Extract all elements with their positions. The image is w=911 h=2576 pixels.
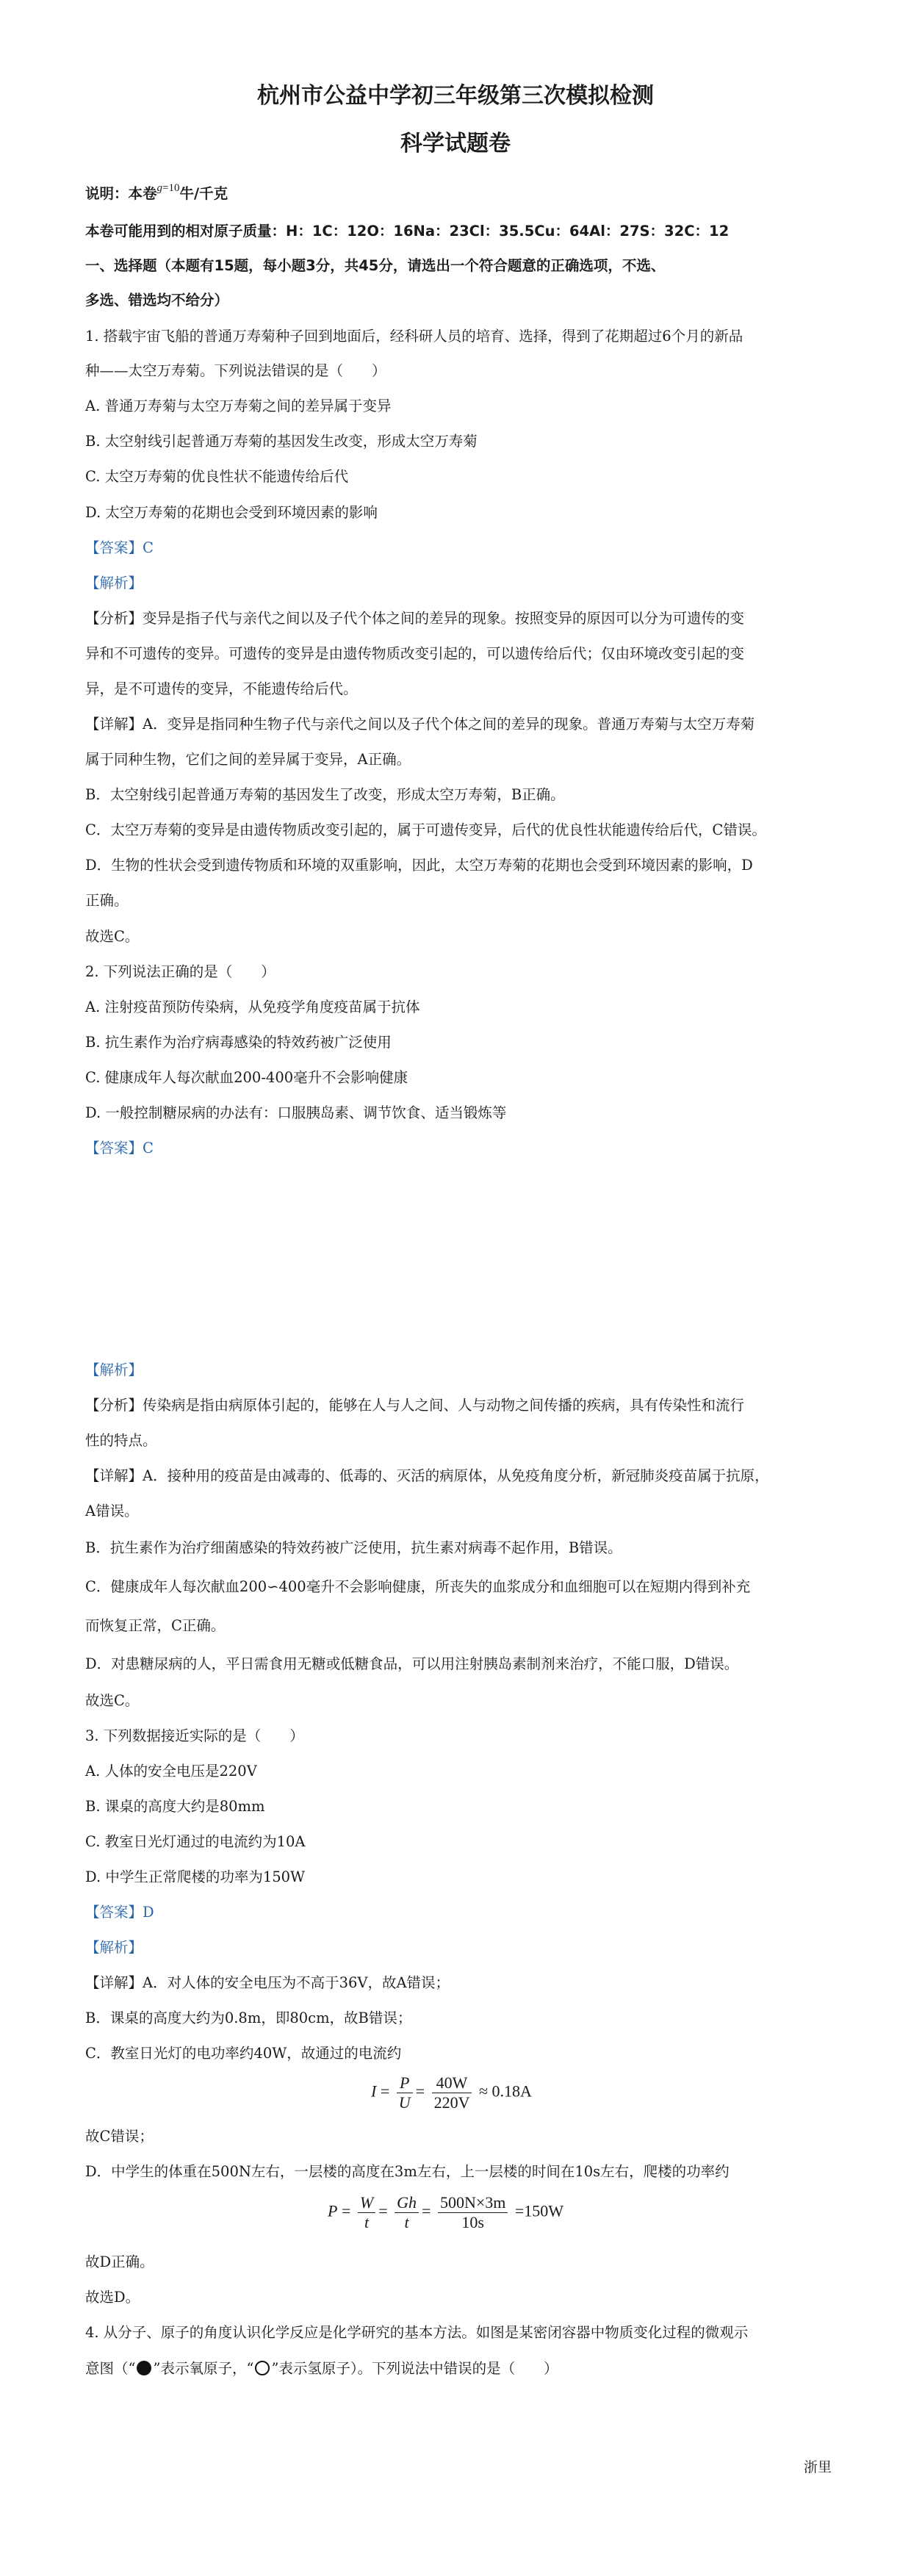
q2-analysis-line: 【分析】传染病是指由病原体引起的，能够在人与人之间、人与动物之间传播的疾病，具有传染性和流行 xyxy=(85,1397,745,1414)
hydrogen-atom-icon xyxy=(255,2361,270,2375)
q1-option-d: D. 太空万寿菊的花期也会受到环境因素的影响 xyxy=(85,504,378,521)
q3-detail-line: C．教室日光灯的电功率约40W，故通过的电流约 xyxy=(85,2045,402,2062)
q3-conclusion: 故选D。 xyxy=(85,2289,140,2306)
q3-option-a: A. 人体的安全电压是220V xyxy=(85,1763,257,1780)
formula-denominator: U xyxy=(398,2093,411,2112)
q3-detail-line: D．中学生的体重在500N左右，一层楼的高度在3m左右，上一层楼的时间在10s左右，爬楼的功率约 xyxy=(85,2163,730,2180)
q3-detail-line: B．课桌的高度大约为0.8m，即80cm，故B错误； xyxy=(85,2010,412,2026)
q1-stem: 1. 搭载宇宙飞船的普通万寿菊种子回到地面后，经科研人员的培育、选择，得到了花期超过6个月的新品 xyxy=(85,328,743,345)
q2-detail-line: D．对患糖尿病的人，平日需食用无糖或低糖食品，可以用注射胰岛素制剂来治疗，不能口服，D错误。 xyxy=(85,1655,739,1672)
q1-option-c: C. 太空万寿菊的优良性状不能遗传给后代 xyxy=(85,468,349,485)
q1-detail-line: D．生物的性状会受到遗传物质和环境的双重影响，因此，太空万寿菊的花期也会受到环境因素的影响，D xyxy=(85,857,753,874)
q1-analysis-line: 【分析】变异是指子代与亲代之间以及子代个体之间的差异的现象。按照变异的原因可以分为可遗传的变 xyxy=(85,610,745,627)
q2-detail-line: C．健康成年人每次献血200∽400毫升不会影响健康，所丧失的血浆成分和血细胞可以在短期内得到补充 xyxy=(85,1578,751,1595)
q1-detail-line: C．太空万寿菊的变异是由遗传物质改变引起的，属于可遗传变异，后代的优良性状能遗传给后代，C错误。 xyxy=(85,821,766,838)
q2-answer: 【答案】C xyxy=(85,1140,154,1156)
formula-denominator: 220V xyxy=(433,2093,470,2112)
q3-option-b: B. 课桌的高度大约是80mm xyxy=(85,1798,265,1815)
q2-detail-line: A错误。 xyxy=(85,1503,139,1519)
q3-answer: 【答案】D xyxy=(85,1904,154,1921)
q2-analysis-line: 性的特点。 xyxy=(85,1432,157,1449)
q1-detail-line: 属于同种生物，它们之间的差异属于变异，A正确。 xyxy=(85,751,411,768)
formula-denominator: t xyxy=(404,2213,409,2231)
formula-lhs: P xyxy=(328,2201,338,2220)
q1-conclusion: 故选C。 xyxy=(85,928,140,945)
q1-analysis-line: 异和不可遗传的变异。可遗传的变异是由遗传物质改变引起的，可以遗传给后代；仅由环境改变引起的变 xyxy=(85,645,745,662)
power-formula: P = $\frac{W}{t}$ = $\frac{Gh}{t}$ = $\frac{500N\times 3m}{10s}$ =150W xyxy=(328,2193,564,2231)
q2-detail-line: 【详解】A．接种用的疫苗是由减毒的、低毒的、灭活的病原体，从免疫角度分析，新冠肺炎疫苗属于抗原， xyxy=(85,1467,769,1484)
page-title: 杭州市公益中学初三年级第三次模拟检测 xyxy=(257,83,654,109)
formula-result: ≈ 0.18A xyxy=(478,2082,532,2101)
q1-detail-line: B．太空射线引起普通万寿菊的基因发生了改变，形成太空万寿菊，B正确。 xyxy=(85,786,565,803)
note-g: g xyxy=(156,182,163,194)
q2-detail-line: B．抗生素作为治疗细菌感染的特效药被广泛使用，抗生素对病毒不起作用，B错误。 xyxy=(85,1539,622,1556)
q3-stem: 3. 下列数据接近实际的是（ ） xyxy=(85,1727,304,1744)
formula-denominator: 10s xyxy=(461,2213,484,2231)
formula-numerator: W xyxy=(358,2193,375,2213)
formula-numerator: Gh xyxy=(395,2193,419,2213)
formula-numerator: P xyxy=(397,2073,413,2093)
q2-analysis-label: 【解析】 xyxy=(85,1361,143,1378)
q4-stem-cont xyxy=(85,2359,835,2378)
section-heading: 一、选择题（本题有15题，每小题3分，共45分，请选出一个符合题意的正确选项，不选、 xyxy=(85,257,666,274)
q1-detail-line: 【详解】A．变异是指同种生物子代与亲代之间以及子代个体之间的差异的现象。普通万寿菊与太空万寿菊 xyxy=(85,716,755,733)
q1-analysis-label: 【解析】 xyxy=(85,575,143,591)
note-eq: =10 xyxy=(162,182,180,194)
q3-d-conclusion: 故D正确。 xyxy=(85,2253,154,2270)
q3-detail-line: 【详解】A．对人体的安全电压为不高于36V，故A错误； xyxy=(85,1974,450,1991)
q1-answer: 【答案】C xyxy=(85,539,154,556)
q3-c-conclusion: 故C错误； xyxy=(85,2128,154,2145)
note-prefix: 说明：本卷 xyxy=(85,185,157,202)
note-unit: 牛/千克 xyxy=(179,185,228,202)
q4-stem-part: ”表示氢原子）。下列说法中错误的是（ ） xyxy=(271,2360,558,2377)
q3-option-c: C. 教室日光灯通过的电流约为10A xyxy=(85,1833,306,1850)
q1-stem-cont: 种——太空万寿菊。下列说法错误的是（ ） xyxy=(85,362,386,379)
note-line xyxy=(85,179,835,204)
formula-numerator: 500N×3m xyxy=(438,2193,508,2213)
q4-stem: 4. 从分子、原子的角度认识化学反应是化学研究的基本方法。如图是某密闭容器中物质变化过程的微观示 xyxy=(85,2324,749,2341)
formula-denominator: t xyxy=(364,2213,370,2231)
formula-lhs: I xyxy=(371,2082,377,2101)
q2-stem: 2. 下列说法正确的是（ ） xyxy=(85,963,276,980)
q2-conclusion: 故选C。 xyxy=(85,1692,140,1709)
q1-option-b: B. 太空射线引起普通万寿菊的基因发生改变，形成太空万寿菊 xyxy=(85,433,478,450)
formula-result: =150W xyxy=(514,2201,564,2220)
section-heading-cont: 多选、错选均不给分） xyxy=(85,292,229,309)
footer-mark: 浙里 xyxy=(803,2459,832,2475)
q1-option-a: A. 普通万寿菊与太空万寿菊之间的差异属于变异 xyxy=(85,397,392,414)
q2-option-a: A. 注射疫苗预防传染病，从免疫学角度疫苗属于抗体 xyxy=(85,999,420,1015)
q4-stem-part: 意图（“ xyxy=(85,2360,136,2377)
formula-numerator: 40W xyxy=(432,2073,472,2093)
q2-option-c: C. 健康成年人每次献血200-400毫升不会影响健康 xyxy=(85,1069,408,1086)
oxygen-atom-icon xyxy=(137,2361,151,2375)
q2-option-b: B. 抗生素作为治疗病毒感染的特效药被广泛使用 xyxy=(85,1034,392,1051)
q3-option-d: D. 中学生正常爬楼的功率为150W xyxy=(85,1868,306,1885)
q4-stem-part: ”表示氧原子，“ xyxy=(153,2360,254,2377)
q1-analysis-line: 异，是不可遗传的变异，不能遗传给后代。 xyxy=(85,680,358,697)
q1-detail-line: 正确。 xyxy=(85,892,129,909)
atomic-mass-line: 本卷可能用到的相对原子质量：H：1C：12O：16Na：23Cl：35.5Cu：64Al：27S：32C：12 xyxy=(85,223,730,240)
q3-analysis-label: 【解析】 xyxy=(85,1939,143,1956)
page-subtitle: 科学试题卷 xyxy=(400,131,511,156)
q2-detail-line: 而恢复正常，C正确。 xyxy=(85,1617,226,1634)
q2-option-d: D. 一般控制糖尿病的办法有：口服胰岛素、调节饮食、适当锻炼等 xyxy=(85,1104,507,1121)
current-formula: I = $\frac{P}{U}$ = $\frac{40W}{220V}$ ≈ 0.18A xyxy=(371,2073,532,2112)
